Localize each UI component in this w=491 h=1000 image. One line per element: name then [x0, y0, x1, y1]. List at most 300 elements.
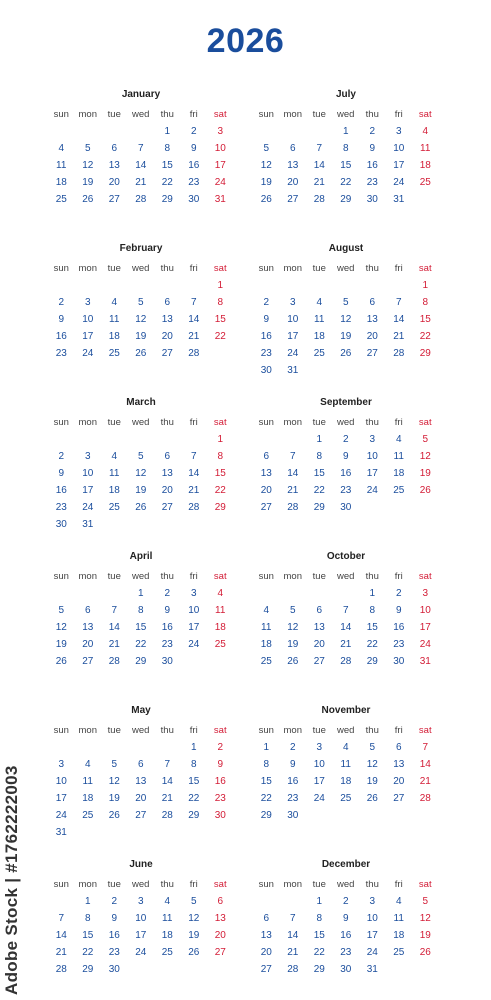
week-row	[253, 448, 439, 465]
day-cell: 17	[82, 485, 94, 496]
week-row	[48, 465, 234, 482]
day-cell: 23	[287, 793, 299, 804]
week-row	[253, 773, 439, 790]
year-title: 2026	[206, 22, 285, 60]
day-cell: 27	[214, 947, 226, 958]
day-cell: 3	[84, 451, 91, 462]
day-cell: 17	[82, 331, 94, 342]
day-cell: 4	[395, 896, 402, 907]
day-cell: 22	[313, 485, 325, 496]
week-row	[253, 174, 439, 191]
week-row	[48, 790, 234, 807]
day-cell: 25	[214, 639, 226, 650]
weekday-label-wed: wed	[132, 417, 150, 428]
day-cell: 29	[340, 194, 352, 205]
day-cell: 26	[82, 194, 94, 205]
weekday-label-mon: mon	[283, 109, 302, 120]
day-cell: 10	[366, 913, 378, 924]
day-cell: 25	[55, 194, 67, 205]
day-cell: 28	[55, 964, 67, 975]
week-row	[48, 927, 234, 944]
day-cell: 24	[366, 947, 378, 958]
day-cell: 30	[260, 365, 272, 376]
day-cell: 16	[287, 776, 299, 787]
week-row	[48, 619, 234, 636]
day-cell: 22	[419, 331, 431, 342]
month-november	[253, 704, 439, 824]
day-cell: 20	[393, 776, 405, 787]
day-cell: 18	[108, 485, 120, 496]
day-cell: 23	[55, 502, 67, 513]
week-row	[48, 773, 234, 790]
day-cell: 11	[109, 314, 120, 325]
day-cell: 8	[422, 297, 429, 308]
day-cell: 4	[111, 451, 118, 462]
month-name: May	[131, 705, 151, 716]
day-cell: 12	[366, 759, 378, 770]
day-cell: 23	[188, 177, 200, 188]
day-cell: 14	[313, 160, 325, 171]
weekday-label-tue: tue	[107, 417, 121, 428]
week-row	[48, 944, 234, 961]
day-cell: 5	[111, 759, 118, 770]
day-cell: 17	[287, 331, 299, 342]
day-cell: 12	[188, 913, 200, 924]
weekday-label-sat: sat	[418, 109, 432, 120]
day-cell: 31	[55, 827, 67, 838]
day-cell: 15	[366, 622, 378, 633]
day-cell: 23	[366, 177, 378, 188]
day-cell: 17	[313, 776, 325, 787]
day-cell: 2	[342, 434, 349, 445]
month-name: June	[129, 859, 153, 870]
day-cell: 6	[395, 742, 402, 753]
day-cell: 9	[342, 913, 349, 924]
weekday-label-wed: wed	[337, 109, 355, 120]
day-cell: 22	[214, 331, 226, 342]
day-cell: 28	[287, 502, 299, 513]
day-cell: 25	[393, 947, 405, 958]
weekday-label-tue: tue	[312, 879, 326, 890]
weekday-label-tue: tue	[107, 571, 121, 582]
day-cell: 1	[369, 588, 376, 599]
day-cell: 14	[161, 776, 173, 787]
day-cell: 10	[55, 776, 67, 787]
day-cell: 15	[313, 930, 325, 941]
weekday-header-row	[253, 106, 439, 123]
weekday-label-sun: sun	[53, 725, 69, 736]
day-cell: 15	[313, 468, 325, 479]
week-row	[253, 585, 439, 602]
day-cell: 30	[214, 810, 226, 821]
week-row	[48, 345, 234, 362]
week-row	[253, 619, 439, 636]
day-cell: 13	[287, 160, 299, 171]
day-cell: 28	[287, 964, 299, 975]
day-cell: 1	[263, 742, 270, 753]
day-cell: 19	[82, 177, 94, 188]
weekday-label-tue: tue	[312, 725, 326, 736]
day-cell: 17	[55, 793, 67, 804]
day-cell: 18	[313, 331, 325, 342]
day-cell: 24	[188, 639, 200, 650]
day-cell: 26	[108, 810, 120, 821]
day-cell: 28	[419, 793, 431, 804]
day-cell: 9	[190, 143, 197, 154]
weekday-label-fri: fri	[189, 725, 198, 736]
weekday-label-tue: tue	[107, 263, 121, 274]
day-cell: 17	[366, 930, 378, 941]
weekday-label-tue: tue	[312, 571, 326, 582]
day-cell: 7	[58, 913, 65, 924]
day-cell: 11	[340, 759, 351, 770]
day-cell: 3	[84, 297, 91, 308]
day-cell: 25	[393, 485, 405, 496]
day-cell: 6	[137, 759, 144, 770]
weekday-label-fri: fri	[394, 725, 403, 736]
day-cell: 10	[188, 605, 200, 616]
day-cell: 27	[260, 502, 272, 513]
day-cell: 12	[135, 314, 147, 325]
week-row	[48, 482, 234, 499]
month-name: July	[335, 89, 356, 100]
month-name: April	[129, 551, 153, 562]
day-cell: 7	[316, 143, 323, 154]
weekday-label-fri: fri	[189, 263, 198, 274]
day-cell: 5	[422, 434, 429, 445]
day-cell: 7	[289, 451, 296, 462]
day-cell: 20	[161, 485, 173, 496]
weekday-label-sat: sat	[418, 417, 432, 428]
weekday-label-thu: thu	[160, 571, 174, 582]
day-cell: 15	[135, 622, 147, 633]
week-row	[253, 311, 439, 328]
day-cell: 22	[313, 947, 325, 958]
day-cell: 5	[58, 605, 65, 616]
day-cell: 18	[161, 930, 173, 941]
week-row	[253, 893, 439, 910]
day-cell: 8	[190, 759, 197, 770]
day-cell: 22	[135, 639, 147, 650]
day-cell: 13	[161, 468, 173, 479]
day-cell: 28	[340, 656, 352, 667]
weekday-label-mon: mon	[283, 417, 302, 428]
day-cell: 24	[313, 793, 325, 804]
weekday-label-sat: sat	[418, 571, 432, 582]
day-cell: 24	[82, 502, 94, 513]
day-cell: 22	[340, 177, 352, 188]
day-cell: 28	[188, 502, 200, 513]
weekday-label-mon: mon	[78, 571, 97, 582]
day-cell: 30	[340, 502, 352, 513]
weekday-label-mon: mon	[283, 571, 302, 582]
day-cell: 1	[422, 280, 429, 291]
week-row	[253, 328, 439, 345]
month-april	[48, 550, 234, 670]
day-cell: 6	[263, 451, 270, 462]
day-cell: 18	[82, 793, 94, 804]
day-cell: 24	[214, 177, 226, 188]
weekday-header-row	[48, 568, 234, 585]
day-cell: 19	[340, 331, 352, 342]
day-cell: 25	[419, 177, 431, 188]
day-cell: 21	[108, 639, 120, 650]
day-cell: 13	[366, 314, 378, 325]
day-cell: 26	[419, 947, 431, 958]
day-cell: 24	[135, 947, 147, 958]
day-cell: 20	[161, 331, 173, 342]
day-cell: 12	[82, 160, 94, 171]
weekday-label-wed: wed	[132, 109, 150, 120]
week-row	[253, 465, 439, 482]
week-row	[48, 910, 234, 927]
day-cell: 3	[58, 759, 65, 770]
day-cell: 7	[190, 297, 197, 308]
day-cell: 22	[82, 947, 94, 958]
weekday-label-thu: thu	[365, 109, 379, 120]
week-row	[253, 482, 439, 499]
day-cell: 17	[419, 622, 431, 633]
day-cell: 2	[289, 742, 296, 753]
day-cell: 22	[214, 485, 226, 496]
day-cell: 28	[161, 810, 173, 821]
week-row	[253, 277, 439, 294]
day-cell: 2	[342, 896, 349, 907]
day-cell: 8	[263, 759, 270, 770]
day-cell: 30	[55, 519, 67, 530]
day-cell: 23	[393, 639, 405, 650]
day-cell: 29	[366, 656, 378, 667]
day-cell: 11	[420, 143, 431, 154]
day-cell: 29	[313, 964, 325, 975]
day-cell: 15	[188, 776, 200, 787]
day-cell: 2	[217, 742, 224, 753]
day-cell: 27	[161, 502, 173, 513]
day-cell: 27	[287, 194, 299, 205]
week-row	[48, 824, 234, 841]
day-cell: 5	[190, 896, 197, 907]
day-cell: 15	[82, 930, 94, 941]
day-cell: 28	[393, 348, 405, 359]
day-cell: 13	[135, 776, 147, 787]
day-cell: 10	[313, 759, 325, 770]
day-cell: 11	[314, 314, 325, 325]
day-cell: 25	[108, 348, 120, 359]
day-cell: 6	[289, 143, 296, 154]
day-cell: 29	[260, 810, 272, 821]
day-cell: 20	[214, 930, 226, 941]
day-cell: 29	[161, 194, 173, 205]
day-cell: 25	[313, 348, 325, 359]
weekday-label-thu: thu	[160, 879, 174, 890]
day-cell: 8	[342, 143, 349, 154]
week-row	[253, 961, 439, 978]
day-cell: 21	[287, 485, 299, 496]
weekday-header-row	[48, 260, 234, 277]
weekday-label-sat: sat	[418, 725, 432, 736]
day-cell: 3	[137, 896, 144, 907]
day-cell: 13	[214, 913, 226, 924]
day-cell: 27	[108, 194, 120, 205]
weekday-label-wed: wed	[132, 263, 150, 274]
week-row	[253, 927, 439, 944]
weekday-label-sat: sat	[213, 417, 227, 428]
day-cell: 4	[217, 588, 224, 599]
day-cell: 3	[289, 297, 296, 308]
day-cell: 16	[55, 331, 67, 342]
day-cell: 24	[419, 639, 431, 650]
day-cell: 12	[419, 451, 431, 462]
day-cell: 26	[287, 656, 299, 667]
day-cell: 9	[342, 451, 349, 462]
day-cell: 21	[188, 331, 200, 342]
day-cell: 12	[340, 314, 352, 325]
week-row	[253, 653, 439, 670]
day-cell: 12	[287, 622, 299, 633]
month-september	[253, 396, 439, 516]
day-cell: 13	[82, 622, 94, 633]
day-cell: 15	[214, 468, 226, 479]
day-cell: 20	[287, 177, 299, 188]
weekday-label-thu: thu	[365, 417, 379, 428]
day-cell: 18	[393, 468, 405, 479]
day-cell: 5	[137, 451, 144, 462]
weekday-label-fri: fri	[189, 417, 198, 428]
day-cell: 3	[217, 126, 224, 137]
day-cell: 23	[340, 485, 352, 496]
day-cell: 8	[164, 143, 171, 154]
day-cell: 13	[393, 759, 405, 770]
week-row	[48, 602, 234, 619]
weekday-label-thu: thu	[365, 879, 379, 890]
day-cell: 3	[395, 126, 402, 137]
day-cell: 10	[287, 314, 299, 325]
day-cell: 13	[260, 468, 272, 479]
day-cell: 16	[393, 622, 405, 633]
day-cell: 26	[135, 502, 147, 513]
month-name: September	[320, 397, 372, 408]
day-cell: 29	[135, 656, 147, 667]
day-cell: 2	[190, 126, 197, 137]
day-cell: 20	[260, 485, 272, 496]
day-cell: 6	[164, 297, 171, 308]
month-name: February	[119, 243, 163, 254]
day-cell: 16	[188, 160, 200, 171]
weekday-label-wed: wed	[337, 725, 355, 736]
week-row	[253, 294, 439, 311]
day-cell: 24	[82, 348, 94, 359]
day-cell: 16	[340, 930, 352, 941]
week-row	[253, 944, 439, 961]
day-cell: 21	[419, 776, 431, 787]
month-march	[48, 396, 234, 533]
day-cell: 20	[108, 177, 120, 188]
day-cell: 10	[82, 314, 94, 325]
day-cell: 15	[340, 160, 352, 171]
day-cell: 10	[135, 913, 147, 924]
week-row	[253, 910, 439, 927]
weekday-header-row	[253, 876, 439, 893]
day-cell: 19	[108, 793, 120, 804]
day-cell: 31	[419, 656, 431, 667]
day-cell: 30	[393, 656, 405, 667]
day-cell: 30	[340, 964, 352, 975]
day-cell: 9	[369, 143, 376, 154]
week-row	[48, 585, 234, 602]
day-cell: 19	[188, 930, 200, 941]
day-cell: 22	[260, 793, 272, 804]
day-cell: 26	[260, 194, 272, 205]
day-cell: 1	[190, 742, 197, 753]
day-cell: 29	[214, 502, 226, 513]
weekday-label-sun: sun	[53, 109, 69, 120]
weekday-label-tue: tue	[107, 725, 121, 736]
week-row	[48, 653, 234, 670]
day-cell: 2	[111, 896, 118, 907]
day-cell: 1	[316, 896, 323, 907]
day-cell: 18	[260, 639, 272, 650]
day-cell: 26	[135, 348, 147, 359]
weekday-label-wed: wed	[132, 879, 150, 890]
day-cell: 29	[419, 348, 431, 359]
day-cell: 8	[217, 451, 224, 462]
day-cell: 3	[422, 588, 429, 599]
weekday-label-tue: tue	[312, 109, 326, 120]
weekday-label-fri: fri	[189, 109, 198, 120]
week-row	[253, 362, 439, 379]
weekday-label-wed: wed	[337, 263, 355, 274]
day-cell: 20	[260, 947, 272, 958]
month-december	[253, 858, 439, 978]
weekday-label-sun: sun	[258, 109, 274, 120]
weekday-label-sun: sun	[258, 417, 274, 428]
day-cell: 7	[164, 759, 171, 770]
day-cell: 5	[263, 143, 270, 154]
weekday-header-row	[253, 722, 439, 739]
day-cell: 8	[369, 605, 376, 616]
month-october	[253, 550, 439, 670]
day-cell: 8	[84, 913, 91, 924]
day-cell: 22	[161, 177, 173, 188]
day-cell: 6	[263, 913, 270, 924]
day-cell: 10	[419, 605, 431, 616]
day-cell: 8	[137, 605, 144, 616]
day-cell: 19	[287, 639, 299, 650]
day-cell: 5	[342, 297, 349, 308]
week-row	[253, 123, 439, 140]
weekday-label-thu: thu	[160, 725, 174, 736]
day-cell: 18	[419, 160, 431, 171]
day-cell: 8	[217, 297, 224, 308]
day-cell: 5	[289, 605, 296, 616]
weekday-label-mon: mon	[283, 263, 302, 274]
day-cell: 4	[316, 297, 323, 308]
day-cell: 24	[287, 348, 299, 359]
day-cell: 24	[366, 485, 378, 496]
week-row	[48, 123, 234, 140]
weekday-label-sun: sun	[53, 263, 69, 274]
weekday-label-mon: mon	[283, 879, 302, 890]
weekday-label-wed: wed	[132, 725, 150, 736]
day-cell: 26	[366, 793, 378, 804]
day-cell: 21	[188, 485, 200, 496]
week-row	[253, 157, 439, 174]
weekday-label-thu: thu	[365, 263, 379, 274]
day-cell: 18	[340, 776, 352, 787]
day-cell: 22	[366, 639, 378, 650]
day-cell: 25	[108, 502, 120, 513]
day-cell: 27	[313, 656, 325, 667]
